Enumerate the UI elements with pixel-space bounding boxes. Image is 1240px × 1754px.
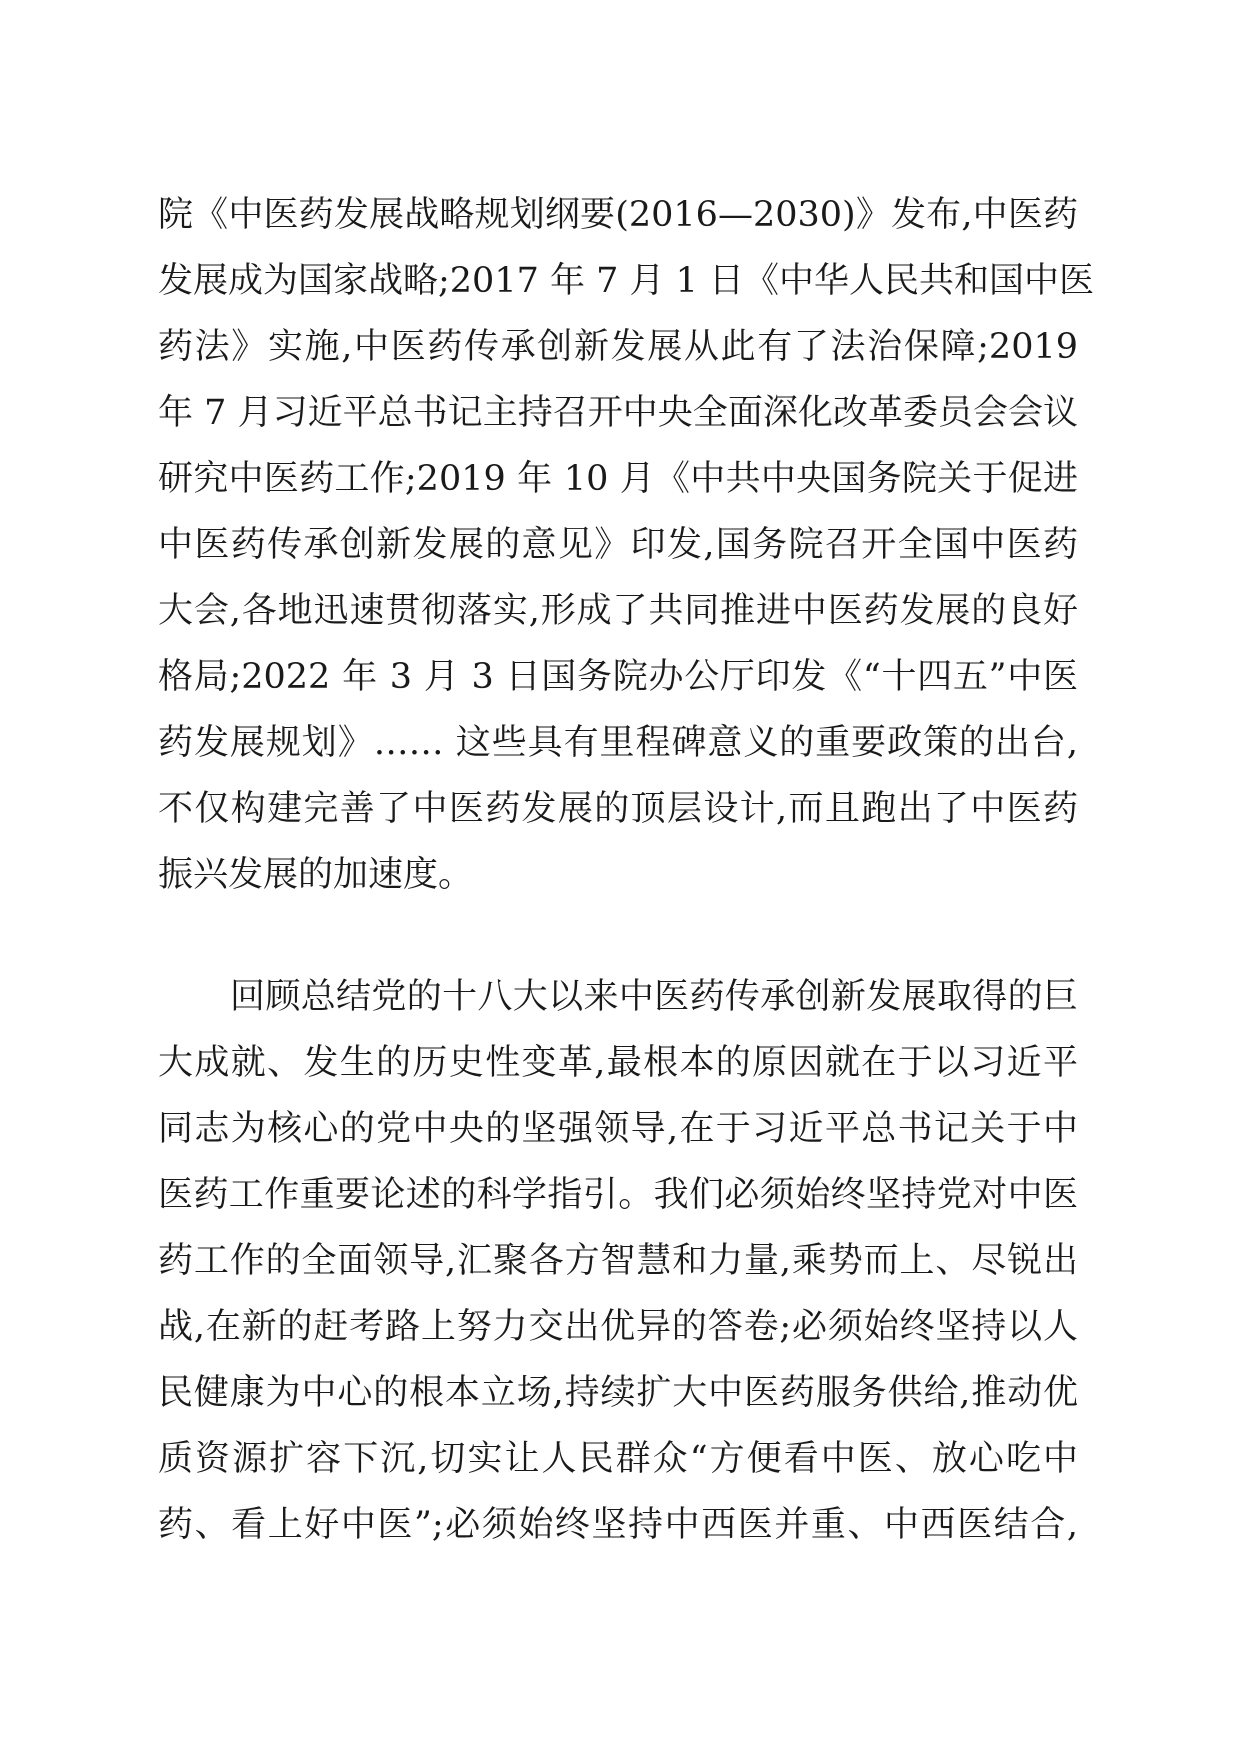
text-line: 民健康为中心的根本立场,持续扩大中医药服务供给,推动优 xyxy=(158,1373,1078,1413)
text-line: 医药工作重要论述的科学指引。我们必须始终坚持党对中医 xyxy=(158,1175,1078,1215)
text-line: 研究中医药工作;2019 年 10 月《中共中央国务院关于促进 xyxy=(158,459,1078,499)
text-line: 年 7 月习近平总书记主持召开中央全面深化改革委员会会议 xyxy=(158,393,1078,433)
text-line: 大成就、发生的历史性变革,最根本的原因就在于以习近平 xyxy=(158,1043,1078,1083)
text-line: 振兴发展的加速度。 xyxy=(158,855,474,895)
text-line: 格局;2022 年 3 月 3 日国务院办公厅印发《“十四五”中医 xyxy=(158,657,1078,697)
text-line: 同志为核心的党中央的坚强领导,在于习近平总书记关于中 xyxy=(158,1109,1078,1149)
paragraph-review-summary xyxy=(158,964,1078,1558)
text-line: 回顾总结党的十八大以来中医药传承创新发展取得的巨 xyxy=(230,977,1078,1017)
text-line: 战,在新的赶考路上努力交出优异的答卷;必须始终坚持以人 xyxy=(158,1307,1078,1347)
text-line: 药发展规划》…… 这些具有里程碑意义的重要政策的出台, xyxy=(158,723,1078,763)
text-line: 药工作的全面领导,汇聚各方智慧和力量,乘势而上、尽锐出 xyxy=(158,1241,1078,1281)
text-line: 药法》实施,中医药传承创新发展从此有了法治保障;2019 xyxy=(158,327,1078,367)
text-line: 院《中医药发展战略规划纲要(2016—2030)》发布,中医药 xyxy=(158,195,1078,235)
text-line: 发展成为国家战略;2017 年 7 月 1 日《中华人民共和国中医 xyxy=(158,261,1095,301)
text-line: 大会,各地迅速贯彻落实,形成了共同推进中医药发展的良好 xyxy=(158,591,1078,631)
text-line: 质资源扩容下沉,切实让人民群众“方便看中医、放心吃中 xyxy=(158,1439,1078,1479)
text-line: 不仅构建完善了中医药发展的顶层设计,而且跑出了中医药 xyxy=(158,789,1078,829)
text-line: 中医药传承创新发展的意见》印发,国务院召开全国中医药 xyxy=(158,525,1078,565)
text-line: 药、看上好中医”;必须始终坚持中西医并重、中西医结合, xyxy=(158,1505,1078,1545)
paragraph-policy-milestones xyxy=(158,182,1095,908)
